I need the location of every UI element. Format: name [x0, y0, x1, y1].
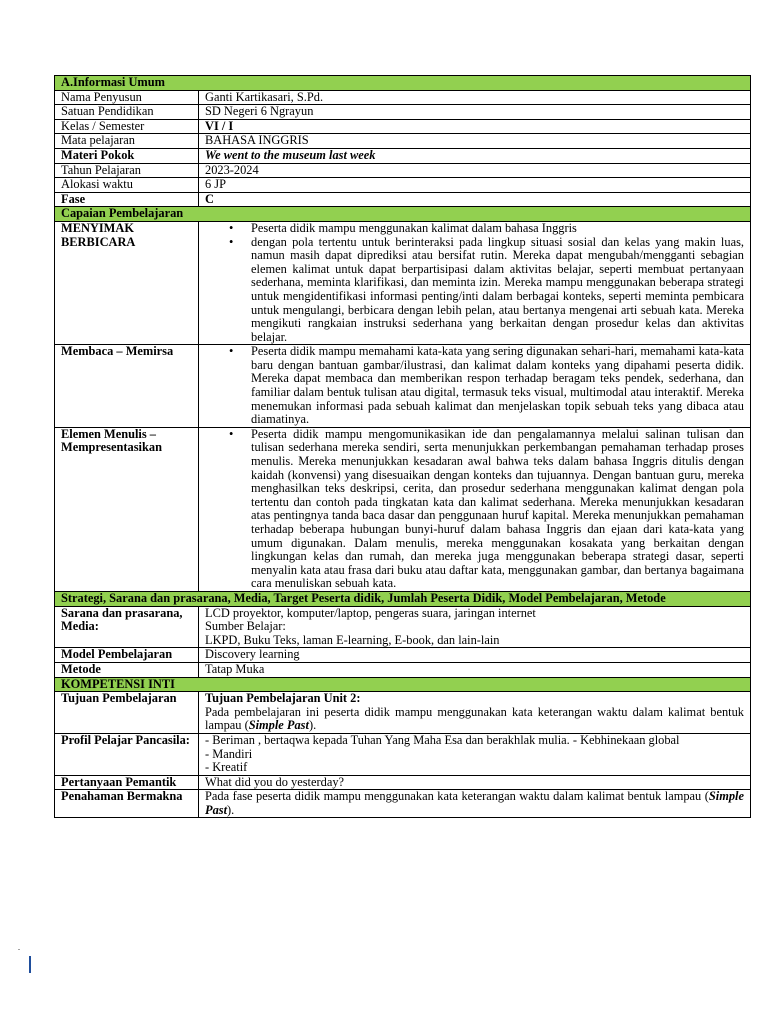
label-menulis: Elemen Menulis – Mempresentasikan [55, 427, 199, 591]
info-row [55, 90, 751, 105]
sarana-line-2: Sumber Belajar: [205, 619, 286, 634]
section-title-informasi-umum: A.Informasi Umum [55, 76, 751, 91]
row-menyimak [55, 221, 751, 344]
info-label: Satuan Pendidikan [55, 105, 199, 120]
info-value: Ganti Kartikasari, S.Pd. [199, 90, 751, 105]
label-membaca: Membaca – Memirsa [55, 345, 199, 428]
tujuan-heading: Tujuan Pembelajaran Unit 2: [205, 691, 361, 706]
info-row [55, 178, 751, 193]
info-label: Kelas / Semester [55, 119, 199, 134]
row-pertanyaan [55, 775, 751, 790]
row-pemahaman [55, 790, 751, 818]
info-value: BAHASA INGGRIS [199, 134, 751, 149]
bullet-item: • Peserta didik mampu mengomunikasikan ide dan pengalamannya melalui salinan tulisan dan tulisan sederhana mereka sendiri, serta menunjukkan perkembangan pemahaman terhadap proses menulis. Mereka menunjukkan kesadaran awal bahwa teks dalam bahasa Inggris ditulis dengan kaidah (konvensi) yang disesuaikan dengan konteks dan tujuannya. Dengan bantuan guru, mereka menghasilkan teks deskripsi, cerita, dan prosedur sederhana menggunakan kalimat dengan pola tertentu dan contoh pada tingkatan kata dan kalimat sederhana. Mereka menunjukkan kesadaran atas pentingnya tanda baca dasar dan penggunaan huruf kapital. Mereka menunjukkan pemahaman terhadap beberapa hubungan bunyi-huruf dalam bahasa Inggris dan ejaan dari kata-kata yang umum digunakan. Dalam menulis, mereka menggunakan kosakata yang berkaitan dengan lingkungan kelas dan rumah, dan mereka juga menggunakan beberapa strategi dasar, seperti menyalin kata atau frasa dari buku atau daftar kata, menggunakan gambar, dan bertanya bagaimana cara menuliskan sebuah kata. [251, 428, 744, 591]
informasi-umum-section [55, 76, 751, 207]
row-tujuan [55, 692, 751, 734]
tujuan-text-emph: Simple Past [248, 718, 309, 733]
label-tujuan: Tujuan Pembelajaran [55, 692, 199, 734]
row-menulis [55, 427, 751, 591]
info-value: C [199, 192, 751, 207]
row-model [55, 648, 751, 663]
info-label: Tahun Pelajaran [55, 163, 199, 178]
tujuan-text-before: Pada pembelajaran ini peserta didik mampu menggunakan kata keterangan waktu dalam kalimat bentuk lampau ( [205, 704, 744, 733]
info-label: Alokasi waktu [55, 178, 199, 193]
value-pemahaman [199, 790, 751, 818]
row-membaca [55, 345, 751, 428]
info-value: VI / I [199, 119, 751, 134]
section-title-capaian: Capaian Pembelajaran [55, 207, 751, 222]
tujuan-text [205, 706, 744, 733]
bullet-item: • dengan pola tertentu untuk berinteraksi pada lingkup situasi sosial dan kelas yang makin luas, namun masih dapat diprediksi atau bersifat rutin. Mereka dapat mengubah/mengganti sebagian elemen kalimat untuk dapat berpartisipasi dalam aktivitas belajar, seperti membuat pertanyaan sederhana, meminta klarifikasi, dan meminta izin. Mereka mampu menggunakan beberapa strategi untuk mengidentifikasi informasi penting/inti dalam berbagai konteks, seperti meminta pembicara untuk mengulangi, berbicara dengan lebih pelan, atau bertanya mengenai arti sebuah kata. Mereka mengikuti rangkaian instruksi sederhana yang berkaitan dengan prosedur kelas dan aktivitas belajar. [251, 236, 744, 345]
value-profil [199, 733, 751, 775]
label-model: Model Pembelajaran [55, 648, 199, 663]
info-label: Mata pelajaran [55, 134, 199, 149]
bullets-menulis [205, 428, 744, 591]
kompetensi-section [55, 677, 751, 818]
value-model: Discovery learning [199, 648, 751, 663]
section-title-kompetensi: KOMPETENSI INTI [55, 677, 751, 692]
pemahaman-text-emph: Simple Past [205, 789, 744, 817]
pemahaman-text-after: ). [227, 802, 235, 817]
pemahaman-text-before: Pada fase peserta didik mampu menggunakan kata keterangan waktu dalam kalimat bentuk lampau ( [205, 789, 709, 804]
label-menyimak: MENYIMAK BERBICARA [55, 221, 199, 344]
info-value: 6 JP [199, 178, 751, 193]
row-sarana [55, 606, 751, 648]
tujuan-text-after: ). [308, 718, 317, 733]
info-value: We went to the museum last week [199, 148, 751, 163]
lesson-plan-table [54, 75, 751, 818]
strategi-section [55, 591, 751, 677]
value-metode: Tatap Muka [199, 662, 751, 677]
label-sarana: Sarana dan prasarana, Media: [55, 606, 199, 648]
info-row [55, 119, 751, 134]
section-title-strategi: Strategi, Sarana dan prasarana, Media, Target Peserta didik, Jumlah Peserta Didik, Model Pembelajaran, Metode [55, 591, 751, 606]
value-sarana [199, 606, 751, 648]
sarana-line-3: LKPD, Buku Teks, laman E-learning, E-book, dan lain-lain [205, 632, 500, 647]
row-profil [55, 733, 751, 775]
info-value: 2023-2024 [199, 163, 751, 178]
label-pertanyaan: Pertanyaan Pemantik [55, 775, 199, 790]
bullet-item: • Peserta didik mampu memahami kata-kata yang sering digunakan sehari-hari, memahami kata-kata baru dengan bantuan gambar/ilustrasi, dan kalimat dalam konteks yang dipahami peserta didik. Mereka dapat membaca dan memberikan respon terhadap beragam teks pendek, sederhana, dan familiar dalam bentuk tulisan atau digital, termasuk teks visual, multimodal atau interaktif. Mereka menemukan informasi pada sebuah kalimat dan menjelaskan topik sebuah teks yang dibaca atau diamatinya. [251, 345, 744, 427]
value-pertanyaan: What did you do yesterday? [199, 775, 751, 790]
capaian-section [55, 207, 751, 592]
row-metode [55, 662, 751, 677]
bullet-item: • Peserta didik mampu menggunakan kalimat dalam bahasa Inggris [251, 222, 744, 236]
info-label: Nama Penyusun [55, 90, 199, 105]
info-label: Fase [55, 192, 199, 207]
info-row [55, 105, 751, 120]
text-cursor[interactable] [29, 956, 31, 973]
bullets-menyimak [205, 222, 744, 344]
profil-line-3: - Kreatif [205, 760, 248, 775]
label-pemahaman: Penahaman Bermakna [55, 790, 199, 818]
label-metode: Metode [55, 662, 199, 677]
profil-line-2: - Mandiri [205, 746, 253, 761]
info-label: Materi Pokok [55, 148, 199, 163]
info-row [55, 192, 751, 207]
label-profil: Profil Pelajar Pancasila: [55, 733, 199, 775]
value-tujuan [199, 692, 751, 734]
info-row [55, 148, 751, 163]
info-row [55, 134, 751, 149]
footer-mark: . [18, 943, 20, 952]
bullets-membaca [205, 345, 744, 427]
info-row [55, 163, 751, 178]
sarana-line-1: LCD proyektor, komputer/laptop, pengeras suara, jaringan internet [205, 605, 536, 620]
profil-line-1: - Beriman , bertaqwa kepada Tuhan Yang Maha Esa dan berakhlak mulia. - Kebhinekaan global [205, 732, 680, 747]
info-value: SD Negeri 6 Ngrayun [199, 105, 751, 120]
